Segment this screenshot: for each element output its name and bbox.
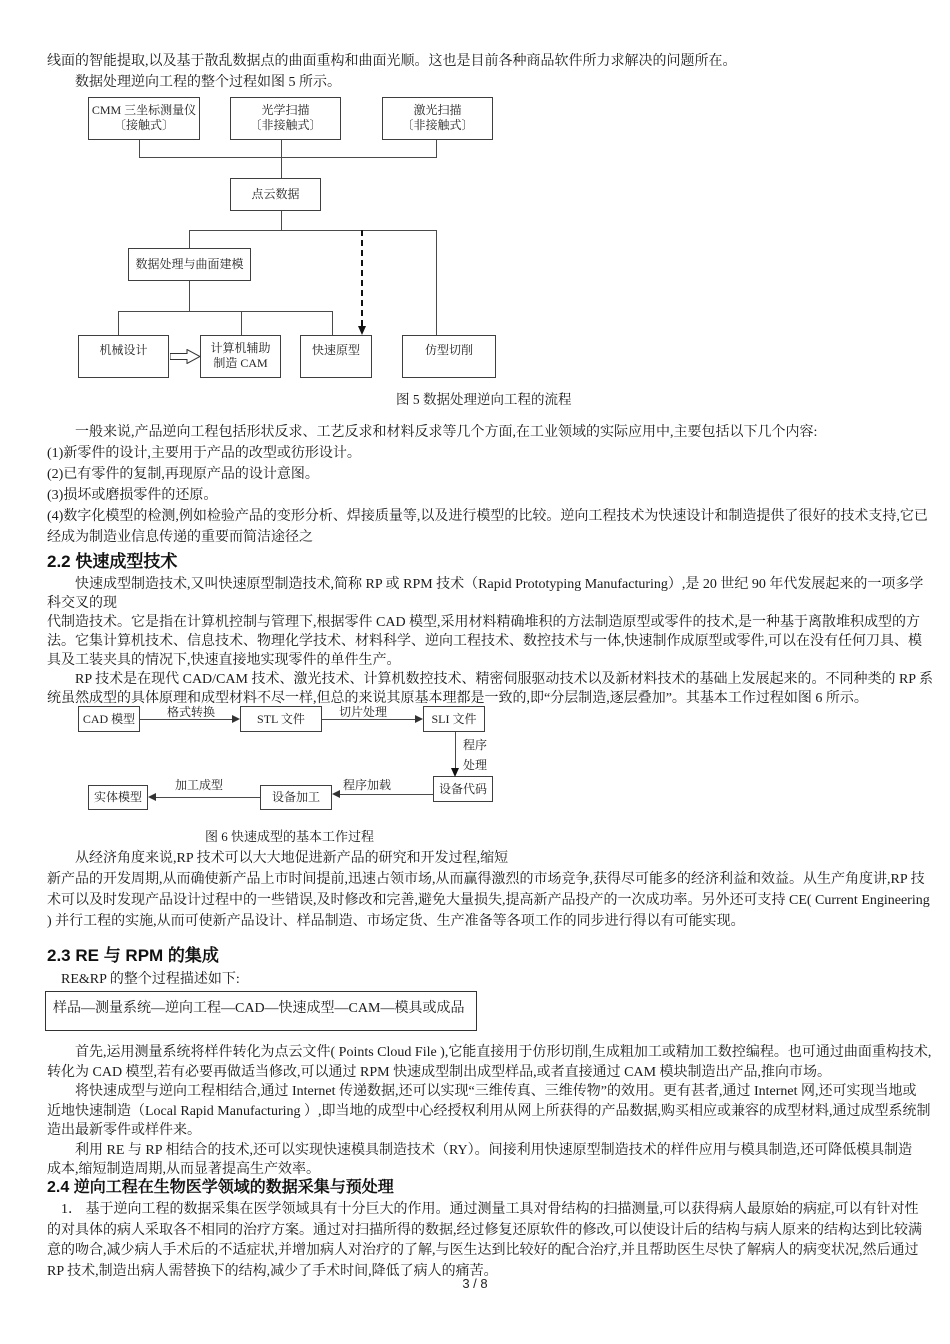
section-2-2-heading: 2.2 快速成型技术 (47, 552, 178, 571)
connector-line (436, 140, 437, 157)
arrowhead-left-icon (332, 790, 340, 798)
text-line: 快速成型制造技术,又叫快速原型制造技术,简称 RP 或 RPM 技术（Rapid Prototyping Manufacturing）,是 20 世纪 90 年代发展起来的一项多学 (47, 577, 924, 592)
box-label: 光学扫描 (261, 103, 310, 117)
fig5-box-pointcloud (230, 178, 321, 211)
figure-5-caption: 图 5 数据处理逆向工程的流程 (396, 392, 572, 407)
text-line: 科交叉的现 (47, 596, 117, 611)
connector-line (241, 311, 242, 335)
arrow-label: 处理 (463, 758, 488, 772)
box-label: 计算机辅助 (210, 341, 271, 355)
text-line: 新产品的开发周期,从而确使新产品上市时间提前,迅速占领市场,从而赢得激烈的市场竞争,获得尽可能多的经济利益和效益。从生产角度讲,RP 技 (47, 872, 925, 887)
text-line: 数据处理逆向工程的整个过程如图 5 所示。 (47, 75, 341, 90)
text-line: (3)损坏或磨损零件的还原。 (47, 488, 218, 503)
text-line: (2)已有零件的复制,再现原产品的设计意图。 (47, 467, 319, 482)
fig6-box-solid-model: 实体模型 (88, 785, 148, 810)
arrow-label: 加工成型 (175, 778, 224, 792)
text-line: 经成为制造业信息传递的重要而简洁途径之 (47, 530, 313, 545)
fig6-box-device-processing: 设备加工 (260, 785, 332, 810)
section-2-3-intro-line: RE&RP 的整个过程描述如下: (47, 972, 240, 987)
figure-6-flowchart (0, 706, 950, 851)
process-chain-box: 样品—测量系统—逆向工程—CAD—快速成型—CAM—模具或成品 (45, 991, 477, 1031)
text-line: 的对具体的病人采取各不相同的治疗方案。通过对扫描所得的数据,经过修复还原软件的修改,可以使设计后的结构与病人原来的结构达到比较满 (47, 1222, 922, 1238)
fig5-box-cmm (88, 97, 200, 140)
box-label: 点云数据 (251, 187, 300, 201)
text-line: (4)数字化模型的检测,例如检验产品的变形分析、焊接质量等,以及进行模型的比较。逆向工程技术为快速设计和制造提供了很好的技术支持,它已 (47, 509, 928, 524)
box-label: 激光扫描 (413, 103, 462, 117)
text-line: 从经济角度来说,RP 技术可以大大地促进新产品的研究和开发过程,缩短 (47, 851, 509, 866)
fig5-box-copy-milling (402, 335, 496, 378)
box-label: CMM 三坐标测量仪 (91, 103, 197, 117)
fig5-box-dataprocessing (128, 248, 251, 281)
box-label: 〔非接触式〕 (401, 118, 474, 132)
connector-line (455, 732, 456, 770)
arrow-label: 程序加载 (343, 778, 392, 792)
box-label: 〔非接触式〕 (249, 118, 322, 132)
fig5-box-laser-scan (382, 97, 493, 140)
connector-line (332, 311, 333, 335)
text-line: 术可以及时发现产品设计过程中的一些错误,及时修改和完善,避免大量损失,提高新产品投产的一次成功率。另外还可支持 CE( Current Engineering (47, 893, 930, 908)
connector-line (189, 230, 436, 231)
figure-5-flowchart (0, 95, 950, 410)
fig5-box-cam (200, 335, 281, 378)
arrow-label: 切片处理 (339, 705, 388, 719)
fig6-box-device-code: 设备代码 (433, 776, 493, 802)
arrowhead-left-icon (148, 793, 156, 801)
connector-line (155, 797, 260, 798)
fig5-box-mechanical-design (78, 335, 169, 378)
dashed-connector-line (361, 230, 363, 326)
arrowhead-down-icon (451, 768, 459, 777)
section-2-4-paragraph (47, 1200, 927, 1282)
connector-line (339, 794, 433, 795)
section-2-3-paragraphs (47, 1043, 932, 1180)
connector-line (281, 211, 282, 230)
fig6-box-sli-file: SLI 文件 (423, 706, 485, 732)
arrow-label: 程序 (463, 738, 488, 752)
connector-line (281, 140, 282, 178)
text-line: (1)新零件的设计,主要用于产品的改型或彷形设计。 (47, 446, 361, 461)
text-line: 法。它集计算机技术、信息技术、物理化学技术、材料科学、逆向工程技术、数控技术与一体,快速制作成原型或零件,可以在没有任何刀具、模 (47, 634, 922, 649)
box-label: 数据处理与曲面建模 (135, 257, 244, 271)
box-label: 仿型切削 (424, 343, 473, 357)
page-number: 3 / 8 (462, 1276, 488, 1291)
economics-paragraph (47, 848, 930, 932)
text-line: 一般来说,产品逆向工程包括形状反求、工艺反求和材料反求等几个方面,在工业领域的实际应用中,主要包括以下几个内容: (47, 425, 818, 440)
arrowhead-right-icon (232, 715, 240, 723)
section-2-4-heading: 2.4 逆向工程在生物医学领域的数据采集与预处理 (47, 1179, 394, 1196)
arrowhead-right-icon (415, 715, 423, 723)
text-line: 1． 基于逆向工程的数据采集在医学领域具有十分巨大的作用。通过测量工具对骨结构的扫描测量,可以获得病人最原始的病症,可以有针对性 (47, 1202, 919, 1217)
connector-line (436, 230, 437, 335)
overview-paragraph (47, 422, 927, 548)
connector-line (118, 311, 332, 312)
text-line: 转化为 CAD 模型,若有必要再做适当修改,可以通过 RPM 快速成型制出成型样品,或者直接通过 CAM 模块制造出产品,推向市场。 (47, 1064, 832, 1080)
connector-line (139, 140, 140, 157)
text-line: 近地快速制造（Local Rapid Manufacturing ）,即当地的成型中心经授权利用从网上所获得的产品数据,购买相应或兼容的成型材料,通过成型系统制 (47, 1103, 931, 1119)
text-line: RP 技术是在现代 CAD/CAM 技术、激光技术、计算机数控技术、精密伺服驱动技术以及新材料技术的基础上发展起来的。不同种类的 RP 系 (47, 672, 934, 687)
connector-line (139, 157, 437, 158)
box-label: 机械设计 (99, 343, 148, 357)
text-line: 意的吻合,减少病人手术后的不适症状,并增加病人对治疗的了解,与医生达到比较好的配合治疗,并且帮助医生尽快了解病人的病变状况,然后通过 (47, 1243, 919, 1258)
box-label: 〔接触式〕 (113, 118, 174, 132)
arrowhead-down-icon (358, 326, 366, 335)
text-line: 线面的智能提取,以及基于散乱数据点的曲面重构和曲面光顺。这也是目前各种商品软件所力求解决的问题所在。 (47, 54, 737, 69)
text-line: 代制造技术。它是指在计算机控制与管理下,根据零件 CAD 模型,采用材料精确堆积的方法制造原型或零件的技术,是一种基于离散堆积成型的方 (47, 615, 921, 630)
text-line: 利用 RE 与 RP 相结合的技术,还可以实现快速模具制造技术（RY）。间接利用快速原型制造技术的样件应用与模具制造,还可降低模具制造 (47, 1142, 913, 1158)
connector-line (189, 230, 190, 248)
arrow-label: 格式转换 (167, 705, 216, 719)
text-line: 造出最新零件或样件来。 (47, 1123, 201, 1138)
fig6-box-cad-model: CAD 模型 (78, 706, 140, 732)
fig6-box-stl-file: STL 文件 (240, 706, 322, 732)
section-2-2-paragraph-1 (47, 575, 927, 670)
text-line: 统虽然成型的具体原理和成型材料不尽一样,但总的来说其原基本理都是一致的,即“分层制造,逐层叠加”。其基本工作过程如图 6 所示。 (47, 691, 868, 706)
text-line: 首先,运用测量系统将样件转化为点云文件( Points Cloud File ),它能直接用于仿形切削,生成粗加工或精加工数控编程。也可通过曲面重构技术, (47, 1045, 932, 1060)
connector-line (189, 281, 190, 311)
figure-6-caption: 图 6 快速成型的基本工作过程 (205, 829, 375, 844)
fig5-box-rapid-prototype (300, 335, 372, 378)
fig5-box-optical-scan (230, 97, 341, 140)
section-2-3-heading: 2.3 RE 与 RPM 的集成 (47, 946, 219, 965)
hollow-arrow-icon (170, 349, 201, 364)
text-line: 具及工装夹具的情况下,快速直接地实现零件的单件生产。 (47, 653, 401, 668)
intro-paragraph (47, 51, 927, 93)
box-label: 快速原型 (311, 343, 360, 357)
text-line: RP 技术,制造出病人需替换下的结构,减少了手术时间,降低了病人的痛苦。 (47, 1263, 498, 1279)
text-line: ) 并行工程的实施,从而可使新产品设计、样品制造、市场定货、生产准备等各项工作的同步进行得以有可能实现。 (47, 914, 745, 929)
box-label: 制造 CAM (213, 356, 268, 370)
connector-line (118, 311, 119, 335)
text-line: 将快速成型与逆向工程相结合,通过 Internet 传递数据,还可以实现“三维传真、三维传物”的效用。更有甚者,通过 Internet 网,还可实现当地或 (47, 1084, 917, 1099)
text-line: 成本,缩短制造周期,从而显著提高生产效率。 (47, 1162, 320, 1177)
